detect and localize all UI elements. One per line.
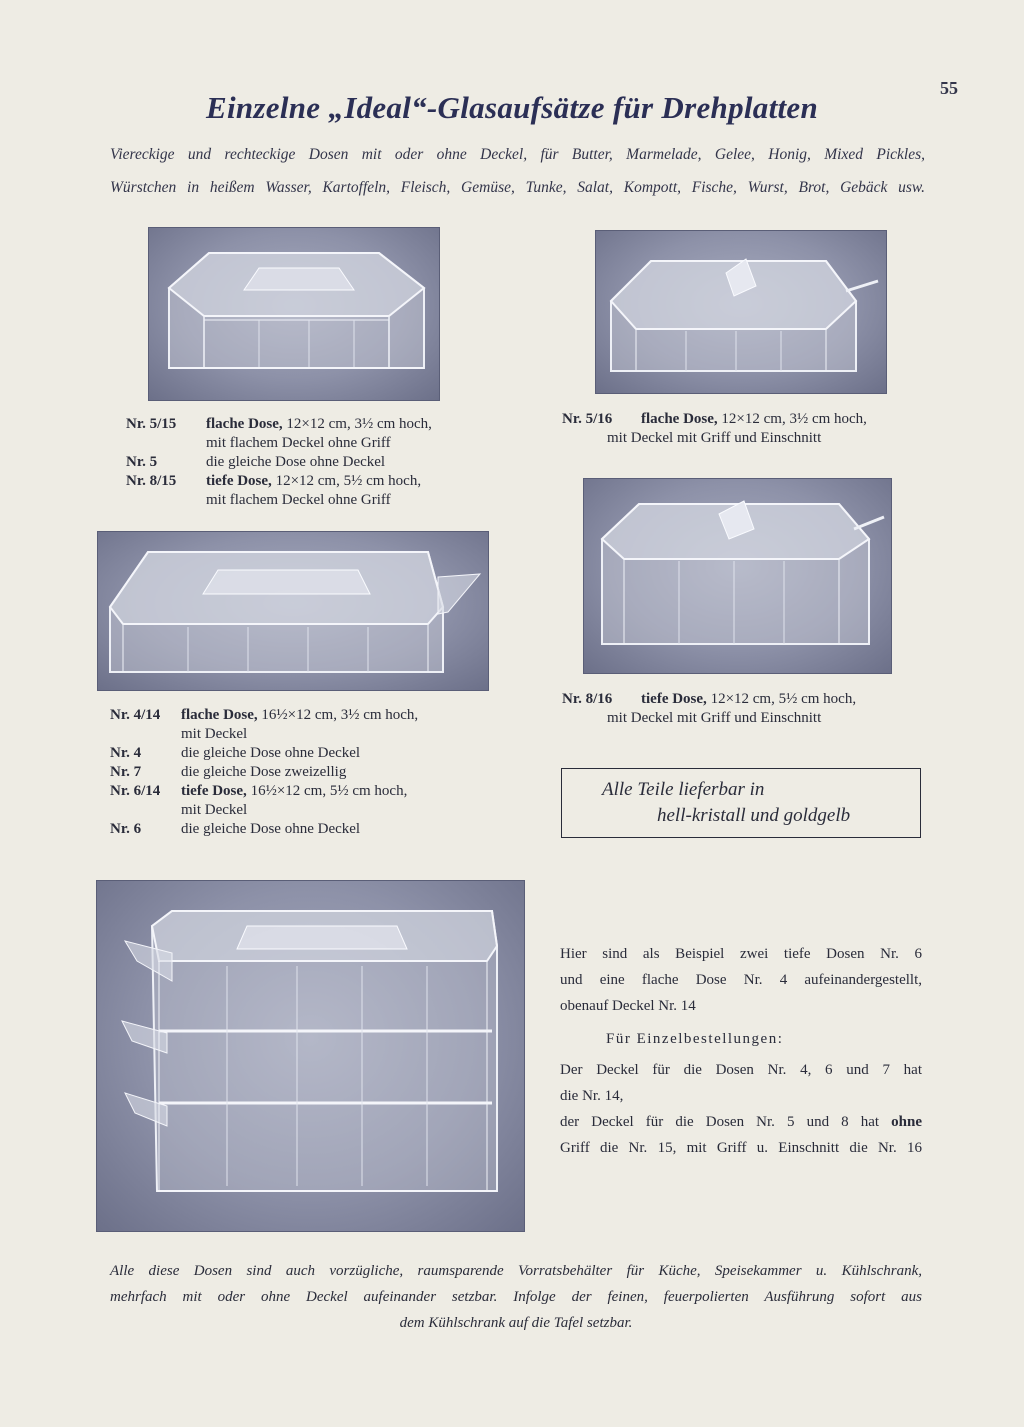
example-description <box>560 941 922 1019</box>
item-number: Nr. 6 <box>110 821 142 837</box>
item-detail: mit Deckel mit Griff und Einschnitt <box>607 710 822 726</box>
item-number: Nr. 7 <box>110 764 142 780</box>
notice-line-2: hell-kristall und goldgelb <box>657 805 851 826</box>
item-dimensions: 12×12 cm, 3½ cm hoch, <box>282 416 432 432</box>
photo-stacked-boxes <box>96 880 525 1232</box>
item-detail: mit Deckel <box>181 802 248 818</box>
order-heading: Für Einzelbestellungen: <box>606 1031 784 1047</box>
example-line-3: obenauf Deckel Nr. 14 <box>560 998 696 1014</box>
caption-nr-5-15 <box>126 415 506 510</box>
item-detail: mit Deckel <box>181 726 248 742</box>
caption-nr-5-16 <box>562 410 924 448</box>
item-number: Nr. 8/16 <box>562 691 613 707</box>
item-detail: die gleiche Dose ohne Deckel <box>181 821 361 837</box>
glass-box-illustration <box>149 228 439 400</box>
page-number: 55 <box>940 78 958 98</box>
item-detail: mit flachem Deckel ohne Griff <box>206 492 391 508</box>
item-type: flache Dose, <box>181 707 258 723</box>
footer-line-3: dem Kühlschrank auf die Tafel setzbar. <box>399 1315 633 1331</box>
item-number: Nr. 5 <box>126 454 158 470</box>
availability-notice <box>561 768 921 838</box>
item-detail: mit Deckel mit Griff und Einschnitt <box>607 430 822 446</box>
item-detail: die gleiche Dose ohne Deckel <box>181 745 361 761</box>
order-line-2: die Nr. 14, <box>560 1088 624 1104</box>
item-dimensions: 12×12 cm, 5½ cm hoch, <box>271 473 422 489</box>
item-type: flache Dose, <box>206 416 283 432</box>
photo-deep-box-handle-lid <box>583 478 892 674</box>
caption-nr-8-16 <box>562 690 924 728</box>
footer-line-1: Alle diese Dosen sind auch vorzügliche, raumsparende Vorratsbehälter für Küche, Speisekammer u. Kühlschrank, <box>110 1263 922 1279</box>
order-line-3: der Deckel für die Dosen Nr. 5 und 8 hat <box>560 1114 892 1130</box>
item-number: Nr. 8/15 <box>126 473 177 489</box>
item-dimensions: 12×12 cm, 5½ cm hoch, <box>706 691 857 707</box>
notice-line-1: Alle Teile lieferbar in <box>602 779 765 800</box>
photo-flat-box-handle-lid <box>595 230 887 394</box>
item-number: Nr. 5/15 <box>126 416 177 432</box>
footer-line-2: mehrfach mit oder ohne Deckel aufeinander setzbar. Infolge der feinen, feuerpolierten Ausführung sofort aus <box>110 1289 922 1305</box>
intro-line-2: Würstchen in heißem Wasser, Kartoffeln, Fleisch, Gemüse, Tunke, Salat, Kompott, Fische, Wurst, Brot, Gebäck usw. <box>110 179 925 196</box>
item-type: tiefe Dose, <box>641 691 707 707</box>
item-number: Nr. 6/14 <box>110 783 161 799</box>
glass-box-illustration <box>97 881 524 1231</box>
item-number: Nr. 5/16 <box>562 411 613 427</box>
item-detail: mit flachem Deckel ohne Griff <box>206 435 391 451</box>
order-line-4: Griff die Nr. 15, mit Griff u. Einschnitt die Nr. 16 <box>560 1140 922 1156</box>
photo-rect-flat-box <box>97 531 489 691</box>
item-number: Nr. 4/14 <box>110 707 161 723</box>
item-number: Nr. 4 <box>110 745 142 761</box>
page-title: Einzelne „Ideal“-Glasaufsätze für Drehplatten <box>205 90 819 125</box>
order-line-3-emphasis: ohne <box>891 1114 922 1130</box>
order-info <box>560 1057 922 1161</box>
footer-text <box>110 1258 922 1336</box>
item-dimensions: 16½×12 cm, 3½ cm hoch, <box>257 707 419 723</box>
glass-box-illustration <box>98 532 488 690</box>
item-type: tiefe Dose, <box>206 473 272 489</box>
item-type: flache Dose, <box>641 411 718 427</box>
item-type: tiefe Dose, <box>181 783 247 799</box>
order-line-1: Der Deckel für die Dosen Nr. 4, 6 und 7 hat <box>560 1062 922 1078</box>
example-line-2: und eine flache Dose Nr. 4 aufeinandergestellt, <box>560 972 922 988</box>
example-line-1: Hier sind als Beispiel zwei tiefe Dosen Nr. 6 <box>560 946 922 962</box>
item-detail: die gleiche Dose ohne Deckel <box>206 454 386 470</box>
glass-box-illustration <box>584 479 891 673</box>
caption-nr-4-14 <box>110 706 510 839</box>
intro-line-1: Viereckige und rechteckige Dosen mit oder ohne Deckel, für Butter, Marmelade, Gelee, Honig, Mixed Pickles, <box>110 146 925 163</box>
glass-box-illustration <box>596 231 886 393</box>
photo-flat-box-flat-lid <box>148 227 440 401</box>
item-detail: die gleiche Dose zweizellig <box>181 764 347 780</box>
item-dimensions: 12×12 cm, 3½ cm hoch, <box>717 411 867 427</box>
item-dimensions: 16½×12 cm, 5½ cm hoch, <box>246 783 408 799</box>
